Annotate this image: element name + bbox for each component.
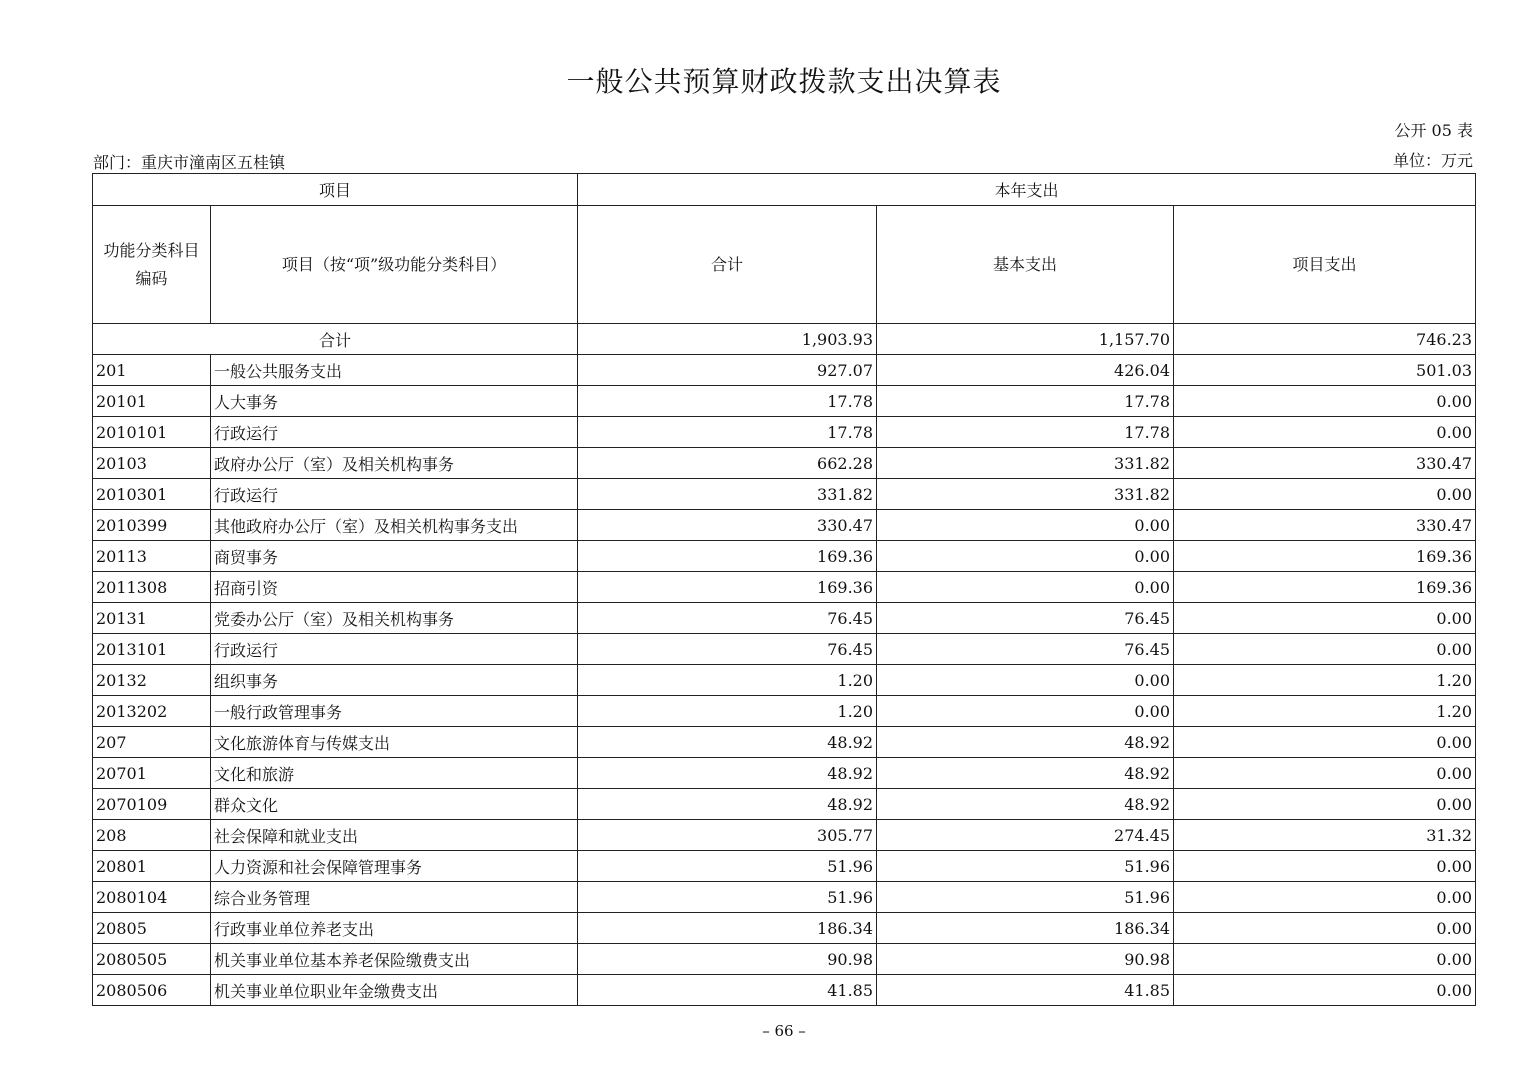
row-name: 人大事务 bbox=[211, 386, 578, 417]
total-project: 746.23 bbox=[1174, 324, 1476, 355]
row-code: 20101 bbox=[93, 386, 211, 417]
table-row bbox=[93, 851, 1476, 882]
row-basic: 48.92 bbox=[877, 758, 1174, 789]
row-code: 2013202 bbox=[93, 696, 211, 727]
row-basic: 76.45 bbox=[877, 634, 1174, 665]
row-code: 201 bbox=[93, 355, 211, 386]
budget-table bbox=[92, 173, 1476, 1006]
row-project: 1.20 bbox=[1174, 665, 1476, 696]
table-row bbox=[93, 913, 1476, 944]
form-number: 公开 05 表 bbox=[1394, 121, 1473, 140]
total-row bbox=[93, 324, 1476, 355]
row-code: 2010399 bbox=[93, 510, 211, 541]
row-basic: 17.78 bbox=[877, 417, 1174, 448]
row-project: 0.00 bbox=[1174, 882, 1476, 913]
row-basic: 331.82 bbox=[877, 479, 1174, 510]
row-project: 0.00 bbox=[1174, 913, 1476, 944]
department-label: 部门：重庆市潼南区五桂镇 bbox=[93, 153, 286, 172]
table-row bbox=[93, 603, 1476, 634]
row-code: 2080505 bbox=[93, 944, 211, 975]
row-total: 1.20 bbox=[578, 696, 877, 727]
header-basic: 基本支出 bbox=[877, 206, 1174, 324]
row-name: 一般公共服务支出 bbox=[211, 355, 578, 386]
row-project: 0.00 bbox=[1174, 727, 1476, 758]
header-current-year-group: 本年支出 bbox=[578, 174, 1476, 206]
row-total: 662.28 bbox=[578, 448, 877, 479]
row-total: 169.36 bbox=[578, 541, 877, 572]
row-name: 招商引资 bbox=[211, 572, 578, 603]
row-name: 行政事业单位养老支出 bbox=[211, 913, 578, 944]
row-total: 927.07 bbox=[578, 355, 877, 386]
row-basic: 51.96 bbox=[877, 882, 1174, 913]
row-project: 0.00 bbox=[1174, 603, 1476, 634]
table-row bbox=[93, 758, 1476, 789]
table-row bbox=[93, 479, 1476, 510]
row-basic: 274.45 bbox=[877, 820, 1174, 851]
row-project: 330.47 bbox=[1174, 510, 1476, 541]
row-project: 169.36 bbox=[1174, 572, 1476, 603]
header-row-group bbox=[93, 174, 1476, 206]
row-total: 305.77 bbox=[578, 820, 877, 851]
row-name: 商贸事务 bbox=[211, 541, 578, 572]
row-total: 186.34 bbox=[578, 913, 877, 944]
row-basic: 0.00 bbox=[877, 541, 1174, 572]
row-basic: 48.92 bbox=[877, 727, 1174, 758]
table-row bbox=[93, 727, 1476, 758]
row-name: 一般行政管理事务 bbox=[211, 696, 578, 727]
row-name: 党委办公厅（室）及相关机构事务 bbox=[211, 603, 578, 634]
row-code: 2080104 bbox=[93, 882, 211, 913]
row-code: 207 bbox=[93, 727, 211, 758]
row-total: 76.45 bbox=[578, 634, 877, 665]
row-total: 48.92 bbox=[578, 727, 877, 758]
row-total: 17.78 bbox=[578, 386, 877, 417]
row-project: 1.20 bbox=[1174, 696, 1476, 727]
row-project: 330.47 bbox=[1174, 448, 1476, 479]
row-basic: 76.45 bbox=[877, 603, 1174, 634]
row-project: 0.00 bbox=[1174, 851, 1476, 882]
row-code: 2080506 bbox=[93, 975, 211, 1006]
total-sum: 1,903.93 bbox=[578, 324, 877, 355]
row-project: 501.03 bbox=[1174, 355, 1476, 386]
header-total: 合计 bbox=[578, 206, 877, 324]
row-name: 其他政府办公厅（室）及相关机构事务支出 bbox=[211, 510, 578, 541]
row-name: 机关事业单位职业年金缴费支出 bbox=[211, 975, 578, 1006]
table-row bbox=[93, 541, 1476, 572]
row-name: 组织事务 bbox=[211, 665, 578, 696]
row-basic: 48.92 bbox=[877, 789, 1174, 820]
row-total: 76.45 bbox=[578, 603, 877, 634]
row-total: 331.82 bbox=[578, 479, 877, 510]
row-basic: 0.00 bbox=[877, 665, 1174, 696]
row-total: 169.36 bbox=[578, 572, 877, 603]
table-row bbox=[93, 634, 1476, 665]
row-project: 0.00 bbox=[1174, 789, 1476, 820]
unit-label: 单位：万元 bbox=[1392, 151, 1473, 170]
row-name: 社会保障和就业支出 bbox=[211, 820, 578, 851]
table-row bbox=[93, 355, 1476, 386]
row-code: 20131 bbox=[93, 603, 211, 634]
header-item-name: 项目（按“项”级功能分类科目） bbox=[211, 206, 578, 324]
row-name: 政府办公厅（室）及相关机构事务 bbox=[211, 448, 578, 479]
row-total: 51.96 bbox=[578, 851, 877, 882]
row-total: 48.92 bbox=[578, 789, 877, 820]
row-total: 17.78 bbox=[578, 417, 877, 448]
row-code: 20801 bbox=[93, 851, 211, 882]
row-basic: 17.78 bbox=[877, 386, 1174, 417]
row-project: 0.00 bbox=[1174, 479, 1476, 510]
table-row bbox=[93, 417, 1476, 448]
row-code: 2010101 bbox=[93, 417, 211, 448]
table-row bbox=[93, 696, 1476, 727]
row-project: 0.00 bbox=[1174, 634, 1476, 665]
row-code: 2010301 bbox=[93, 479, 211, 510]
table-row bbox=[93, 510, 1476, 541]
row-project: 0.00 bbox=[1174, 944, 1476, 975]
total-basic: 1,157.70 bbox=[877, 324, 1174, 355]
row-name: 行政运行 bbox=[211, 479, 578, 510]
row-total: 51.96 bbox=[578, 882, 877, 913]
header-item-group: 项目 bbox=[93, 174, 578, 206]
row-project: 169.36 bbox=[1174, 541, 1476, 572]
row-name: 文化和旅游 bbox=[211, 758, 578, 789]
row-name: 群众文化 bbox=[211, 789, 578, 820]
row-total: 41.85 bbox=[578, 975, 877, 1006]
table-row bbox=[93, 665, 1476, 696]
row-code: 20805 bbox=[93, 913, 211, 944]
row-project: 0.00 bbox=[1174, 975, 1476, 1006]
row-code: 208 bbox=[93, 820, 211, 851]
row-name: 人力资源和社会保障管理事务 bbox=[211, 851, 578, 882]
row-basic: 0.00 bbox=[877, 510, 1174, 541]
table-row bbox=[93, 820, 1476, 851]
row-basic: 426.04 bbox=[877, 355, 1174, 386]
table-row bbox=[93, 944, 1476, 975]
table-row bbox=[93, 882, 1476, 913]
row-basic: 41.85 bbox=[877, 975, 1174, 1006]
row-code: 2011308 bbox=[93, 572, 211, 603]
header-row-columns bbox=[93, 206, 1476, 324]
row-project: 0.00 bbox=[1174, 758, 1476, 789]
row-basic: 90.98 bbox=[877, 944, 1174, 975]
row-basic: 0.00 bbox=[877, 696, 1174, 727]
row-basic: 0.00 bbox=[877, 572, 1174, 603]
table-row bbox=[93, 572, 1476, 603]
row-code: 2013101 bbox=[93, 634, 211, 665]
row-project: 0.00 bbox=[1174, 417, 1476, 448]
row-basic: 51.96 bbox=[877, 851, 1174, 882]
page-title: 一般公共预算财政拨款支出决算表 bbox=[566, 65, 1002, 98]
header-code: 功能分类科目编码 bbox=[93, 206, 211, 324]
table-row bbox=[93, 386, 1476, 417]
row-code: 20103 bbox=[93, 448, 211, 479]
total-label: 合计 bbox=[93, 324, 578, 355]
page-number: – 66 – bbox=[762, 1022, 806, 1040]
row-project: 31.32 bbox=[1174, 820, 1476, 851]
table-row bbox=[93, 448, 1476, 479]
row-total: 330.47 bbox=[578, 510, 877, 541]
row-code: 20113 bbox=[93, 541, 211, 572]
row-basic: 186.34 bbox=[877, 913, 1174, 944]
row-name: 综合业务管理 bbox=[211, 882, 578, 913]
row-total: 48.92 bbox=[578, 758, 877, 789]
header-project: 项目支出 bbox=[1174, 206, 1476, 324]
row-name: 行政运行 bbox=[211, 417, 578, 448]
row-total: 90.98 bbox=[578, 944, 877, 975]
row-code: 2070109 bbox=[93, 789, 211, 820]
row-name: 文化旅游体育与传媒支出 bbox=[211, 727, 578, 758]
row-code: 20701 bbox=[93, 758, 211, 789]
row-name: 行政运行 bbox=[211, 634, 578, 665]
row-total: 1.20 bbox=[578, 665, 877, 696]
row-project: 0.00 bbox=[1174, 386, 1476, 417]
row-basic: 331.82 bbox=[877, 448, 1174, 479]
row-name: 机关事业单位基本养老保险缴费支出 bbox=[211, 944, 578, 975]
table-row bbox=[93, 975, 1476, 1006]
row-code: 20132 bbox=[93, 665, 211, 696]
table-row bbox=[93, 789, 1476, 820]
